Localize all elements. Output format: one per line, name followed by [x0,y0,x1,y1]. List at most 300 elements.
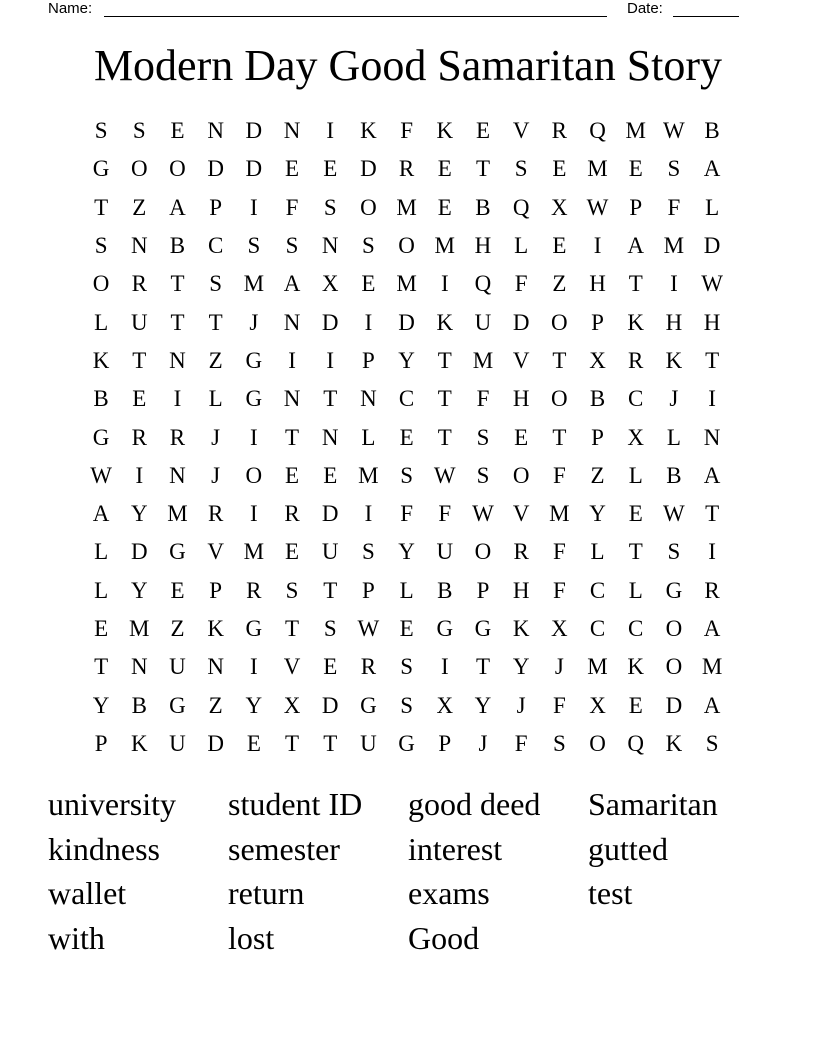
grid-letter[interactable]: T [323,730,338,756]
grid-letter[interactable]: T [132,347,147,373]
grid-letter[interactable]: E [132,386,147,412]
grid-letter[interactable]: X [321,271,339,297]
grid-letter[interactable]: P [476,577,490,603]
grid-letter[interactable]: S [476,424,490,450]
grid-letter[interactable]: N [169,347,186,373]
grid-letter[interactable]: B [131,692,147,718]
grid-letter[interactable]: D [360,156,377,182]
grid-letter[interactable]: X [627,424,645,450]
grid-letter[interactable]: F [400,118,413,144]
grid-letter[interactable]: I [708,539,716,565]
grid-letter[interactable]: C [628,616,644,641]
grid-letter[interactable]: J [669,386,679,412]
grid-letter[interactable]: L [590,539,605,565]
grid-letter[interactable]: T [437,424,452,450]
grid-letter[interactable]: K [130,730,148,756]
grid-letter[interactable]: E [552,156,567,182]
grid-letter[interactable]: Y [130,501,148,527]
grid-letter[interactable]: M [587,654,608,680]
grid-letter[interactable]: Z [552,271,567,297]
grid-letter[interactable]: L [361,424,376,450]
grid-letter[interactable]: O [169,156,186,182]
grid-letter[interactable]: R [246,577,262,603]
grid-letter[interactable]: S [94,118,108,144]
grid-letter[interactable]: I [326,118,335,144]
grid-letter[interactable]: I [440,654,449,680]
grid-letter[interactable]: M [587,156,608,182]
grid-letter[interactable]: X [589,692,606,718]
word-list-item: Samaritan [588,786,718,822]
grid-letter[interactable]: X [283,692,301,718]
grid-letter[interactable]: R [131,271,147,297]
grid-letter[interactable]: W [472,501,494,527]
grid-letter[interactable]: L [94,309,109,335]
grid-letter[interactable]: R [628,347,644,373]
grid-letter[interactable]: R [513,539,529,565]
grid-letter[interactable]: T [552,424,567,450]
grid-letter[interactable]: J [211,424,221,450]
grid-letter[interactable]: C [589,577,606,603]
grid-letter[interactable]: K [627,654,645,680]
grid-letter[interactable]: F [667,194,681,220]
grid-letter[interactable]: E [94,616,109,641]
grid-letter[interactable]: J [478,730,488,756]
grid-letter[interactable]: G [92,424,110,450]
grid-letter[interactable]: I [364,501,373,527]
word-list-item: university [48,786,176,822]
grid-letter[interactable]: T [170,309,185,335]
grid-letter[interactable]: D [703,233,721,259]
grid-letter[interactable]: Y [398,539,415,565]
grid-letter[interactable]: M [358,462,379,488]
grid-letter[interactable]: T [475,156,490,182]
grid-letter[interactable]: W [433,462,456,488]
grid-letter[interactable]: G [398,730,415,756]
grid-letter[interactable]: E [437,194,452,220]
grid-letter[interactable]: Y [130,577,148,603]
grid-letter[interactable]: N [130,654,148,680]
grid-letter[interactable]: N [360,386,377,412]
grid-letter[interactable]: I [250,194,258,220]
grid-letter[interactable]: P [438,730,452,756]
grid-letter[interactable]: M [129,616,150,641]
grid-letter[interactable]: B [93,386,109,412]
grid-letter[interactable]: O [92,271,110,297]
grid-letter[interactable]: E [628,501,643,527]
grid-letter[interactable]: O [589,730,606,756]
grid-letter[interactable]: C [628,386,644,412]
grid-letter[interactable]: D [512,309,530,335]
grid-letter[interactable]: Z [208,347,223,373]
grid-letter[interactable]: C [589,616,606,641]
grid-letter[interactable]: D [321,692,339,718]
grid-letter[interactable]: O [398,233,415,259]
grid-letter[interactable]: S [667,156,681,182]
grid-letter[interactable]: G [92,156,110,182]
grid-letter[interactable]: E [552,233,567,259]
grid-letter[interactable]: S [667,539,681,565]
grid-letter[interactable]: F [438,501,452,527]
grid-letter[interactable]: Y [512,654,530,680]
grid-letter[interactable]: R [284,501,300,527]
grid-letter[interactable]: N [283,386,301,412]
grid-letter[interactable]: W [663,118,685,144]
grid-letter[interactable]: N [321,424,339,450]
word-list-item: test [588,875,633,912]
grid-letter[interactable]: A [283,271,301,297]
grid-letter[interactable]: O [360,194,377,220]
grid-letter[interactable]: S [285,233,299,259]
grid-letter[interactable]: I [173,386,182,412]
grid-letter[interactable]: I [670,271,678,297]
grid-letter[interactable]: S [476,462,490,488]
grid-letter[interactable]: O [665,616,683,641]
grid-letter[interactable]: L [705,194,720,220]
grid-letter[interactable]: K [512,616,530,641]
grid-letter[interactable]: H [703,309,721,335]
grid-letter[interactable]: T [628,271,643,297]
grid-letter[interactable]: T [94,654,109,680]
grid-letter[interactable]: R [169,424,186,450]
grid-letter[interactable]: M [396,271,417,297]
grid-letter[interactable]: A [92,501,110,527]
grid-letter[interactable]: F [552,692,566,718]
grid-letter[interactable]: P [362,347,375,373]
grid-letter[interactable]: T [437,347,452,373]
grid-letter[interactable]: S [705,730,719,756]
grid-letter[interactable]: M [625,118,646,144]
grid-letter[interactable]: J [211,462,221,488]
grid-letter[interactable]: R [551,118,568,144]
grid-letter[interactable]: E [323,156,338,182]
grid-letter[interactable]: Y [245,692,263,718]
grid-letter[interactable]: A [703,462,721,488]
grid-letter[interactable]: A [703,156,721,182]
grid-letter[interactable]: K [360,118,377,144]
grid-letter[interactable]: V [512,501,530,527]
grid-letter[interactable]: L [628,577,643,603]
grid-letter[interactable]: O [551,309,568,335]
grid-letter[interactable]: O [474,539,492,565]
grid-letter[interactable]: T [285,424,300,450]
grid-letter[interactable]: S [247,233,261,259]
grid-letter[interactable]: R [360,654,377,680]
grid-letter[interactable]: I [250,424,258,450]
grid-letter[interactable]: E [628,692,643,718]
grid-letter[interactable]: J [249,309,259,335]
grid-letter[interactable]: U [474,309,492,335]
grid-letter[interactable]: S [362,233,375,259]
grid-letter[interactable]: S [285,577,299,603]
grid-letter[interactable]: N [207,118,224,144]
grid-letter[interactable]: U [436,539,454,565]
grid-letter[interactable]: S [400,654,413,680]
grid-letter[interactable]: D [245,156,263,182]
grid-letter[interactable]: R [131,424,147,450]
grid-letter[interactable]: G [245,347,263,373]
grid-letter[interactable]: K [436,118,454,144]
grid-letter[interactable]: V [512,118,530,144]
grid-letter[interactable]: H [512,386,530,412]
grid-letter[interactable]: B [704,118,720,144]
grid-letter[interactable]: N [207,654,224,680]
grid-letter[interactable]: E [399,616,414,641]
grid-letter[interactable]: E [285,156,300,182]
grid-letter[interactable]: N [321,233,339,259]
grid-letter[interactable]: W [663,501,685,527]
grid-letter[interactable]: S [94,233,108,259]
word-list-item: wallet [48,875,127,912]
grid-letter[interactable]: K [665,347,683,373]
grid-letter[interactable]: W [586,194,609,220]
grid-letter[interactable]: Z [208,692,223,718]
grid-letter[interactable]: I [288,347,296,373]
grid-letter[interactable]: Y [589,501,606,527]
grid-letter[interactable]: F [400,501,413,527]
grid-letter[interactable]: B [169,233,186,259]
grid-letter[interactable]: Y [398,347,415,373]
grid-letter[interactable]: C [398,386,415,412]
grid-letter[interactable]: N [283,118,301,144]
grid-letter[interactable]: E [514,424,529,450]
grid-letter[interactable]: M [701,654,723,680]
grid-letter[interactable]: M [243,539,265,565]
grid-letter[interactable]: A [169,194,186,220]
grid-letter[interactable]: T [552,347,567,373]
grid-letter[interactable]: P [629,194,643,220]
grid-letter[interactable]: H [474,233,492,259]
name-field[interactable] [104,16,607,17]
grid-letter[interactable]: E [246,730,261,756]
grid-letter[interactable]: E [437,156,452,182]
grid-letter[interactable]: P [591,424,604,450]
grid-letter[interactable]: E [170,577,185,603]
grid-letter[interactable]: C [207,233,224,259]
grid-letter[interactable]: E [361,271,376,297]
grid-letter[interactable]: G [436,616,454,641]
grid-letter[interactable]: G [245,616,263,641]
grid-letter[interactable]: F [514,730,528,756]
date-field[interactable] [673,16,739,17]
grid-letter[interactable]: Q [512,194,530,220]
grid-letter[interactable]: P [94,730,108,756]
grid-letter[interactable]: L [208,386,223,412]
grid-letter[interactable]: T [208,309,223,335]
grid-letter[interactable]: I [593,233,602,259]
grid-letter[interactable]: P [209,577,223,603]
grid-letter[interactable]: U [169,654,186,680]
grid-letter[interactable]: S [362,539,375,565]
grid-letter[interactable]: S [514,156,528,182]
grid-letter[interactable]: T [628,539,643,565]
grid-letter[interactable]: T [323,386,338,412]
grid-letter[interactable]: L [399,577,414,603]
grid-letter[interactable]: T [705,347,720,373]
grid-letter[interactable]: K [92,347,110,373]
grid-letter[interactable]: G [169,692,186,718]
grid-letter[interactable]: I [250,501,258,527]
grid-letter[interactable]: F [552,539,566,565]
grid-letter[interactable]: L [666,424,681,450]
grid-letter[interactable]: E [170,118,185,144]
grid-letter[interactable]: X [551,616,568,641]
grid-letter[interactable]: R [207,501,224,527]
grid-letter[interactable]: I [440,271,449,297]
grid-letter[interactable]: N [703,424,721,450]
grid-letter[interactable]: I [364,309,373,335]
grid-letter[interactable]: U [130,309,148,335]
grid-letter[interactable]: V [512,347,530,373]
grid-letter[interactable]: E [628,156,643,182]
grid-letter[interactable]: G [474,616,492,641]
grid-letter[interactable]: N [283,309,301,335]
grid-letter[interactable]: S [400,462,413,488]
grid-letter[interactable]: F [285,194,299,220]
grid-letter[interactable]: B [437,577,453,603]
grid-letter[interactable]: S [209,271,223,297]
grid-letter[interactable]: D [665,692,683,718]
grid-letter[interactable]: T [285,730,300,756]
grid-letter[interactable]: X [589,347,606,373]
grid-letter[interactable]: S [400,692,413,718]
grid-letter[interactable]: T [437,386,452,412]
grid-letter[interactable]: F [514,271,528,297]
grid-letter[interactable]: G [169,539,186,565]
grid-letter[interactable]: U [321,539,339,565]
grid-letter[interactable]: D [207,730,224,756]
grid-letter[interactable]: L [628,462,643,488]
grid-letter[interactable]: P [591,309,604,335]
grid-letter[interactable]: O [665,654,683,680]
grid-letter[interactable]: E [323,462,338,488]
grid-letter[interactable]: I [250,654,258,680]
grid-letter[interactable]: S [323,616,337,641]
grid-letter[interactable]: G [245,386,263,412]
grid-letter[interactable]: D [207,156,224,182]
grid-letter[interactable]: F [552,577,566,603]
grid-letter[interactable]: U [169,730,186,756]
grid-letter[interactable]: D [321,309,339,335]
grid-letter[interactable]: K [436,309,454,335]
grid-letter[interactable]: E [475,118,490,144]
grid-letter[interactable]: K [207,616,224,641]
grid-letter[interactable]: P [362,577,375,603]
grid-letter[interactable]: H [665,309,683,335]
grid-letter[interactable]: J [516,692,526,718]
grid-letter[interactable]: B [589,386,606,412]
grid-letter[interactable]: G [360,692,377,718]
grid-letter[interactable]: F [552,462,566,488]
grid-letter[interactable]: Y [474,692,492,718]
grid-letter[interactable]: X [551,194,568,220]
grid-letter[interactable]: T [94,194,109,220]
grid-letter[interactable]: E [399,424,414,450]
grid-letter[interactable]: R [398,156,415,182]
grid-letter[interactable]: O [245,462,263,488]
grid-letter[interactable]: M [434,233,455,259]
grid-letter[interactable]: D [321,501,339,527]
word-list-item: return [228,875,305,912]
grid-letter[interactable]: S [132,118,146,144]
grid-letter[interactable]: M [663,233,685,259]
grid-letter[interactable]: M [167,501,188,527]
grid-letter[interactable]: M [549,501,570,527]
grid-letter[interactable]: X [436,692,454,718]
grid-letter[interactable]: K [627,309,645,335]
word-list [48,782,788,961]
grid-letter[interactable]: K [665,730,683,756]
grid-letter[interactable]: T [705,501,720,527]
grid-letter[interactable]: L [94,577,109,603]
grid-letter[interactable]: N [130,233,148,259]
grid-letter[interactable]: R [704,577,720,603]
grid-letter[interactable]: N [169,462,186,488]
grid-letter[interactable]: O [130,156,148,182]
grid-letter[interactable]: F [476,386,490,412]
grid-letter[interactable]: H [512,577,530,603]
grid-letter[interactable]: I [326,347,335,373]
grid-letter[interactable]: A [703,692,721,718]
grid-letter[interactable]: Z [132,194,147,220]
grid-letter[interactable]: L [514,233,529,259]
grid-letter[interactable]: Q [627,730,645,756]
grid-letter[interactable]: G [665,577,683,603]
grid-letter[interactable]: D [130,539,148,565]
grid-letter[interactable]: E [285,462,300,488]
grid-letter[interactable]: W [357,616,380,641]
grid-letter[interactable]: B [666,462,682,488]
grid-letter[interactable]: A [703,616,721,641]
grid-letter[interactable]: E [323,654,338,680]
grid-letter[interactable]: I [135,462,144,488]
grid-letter[interactable]: Z [590,462,605,488]
grid-letter[interactable]: W [701,271,723,297]
grid-letter[interactable]: M [243,271,265,297]
grid-letter[interactable]: T [285,616,300,641]
grid-letter[interactable]: L [94,539,109,565]
grid-letter[interactable]: Q [589,118,606,144]
grid-letter[interactable]: M [472,347,494,373]
grid-letter[interactable]: H [589,271,606,297]
grid-letter[interactable]: Q [474,271,492,297]
grid-letter[interactable]: W [90,462,112,488]
grid-letter[interactable]: U [360,730,377,756]
grid-letter[interactable]: Y [92,692,110,718]
date-label: Date: [627,0,663,17]
grid-letter[interactable]: E [285,539,300,565]
grid-letter[interactable]: Z [170,616,185,641]
grid-letter[interactable]: J [554,654,564,680]
grid-letter[interactable]: T [170,271,185,297]
grid-letter[interactable]: T [475,654,490,680]
grid-letter[interactable]: I [708,386,716,412]
grid-letter[interactable]: D [245,118,263,144]
grid-letter[interactable]: S [552,730,566,756]
grid-letter[interactable]: P [209,194,223,220]
word-list-item: good deed [408,786,541,822]
grid-letter[interactable]: B [475,194,491,220]
grid-letter[interactable]: O [512,462,530,488]
grid-letter[interactable]: T [323,577,338,603]
grid-letter[interactable]: V [207,539,224,565]
grid-letter[interactable]: M [396,194,417,220]
grid-letter[interactable]: V [283,654,301,680]
grid-letter[interactable]: O [551,386,568,412]
page-title: Modern Day Good Samaritan Story [93,41,723,90]
grid-letter[interactable]: S [323,194,337,220]
grid-letter[interactable]: D [398,309,415,335]
grid-letter[interactable]: A [627,233,645,259]
